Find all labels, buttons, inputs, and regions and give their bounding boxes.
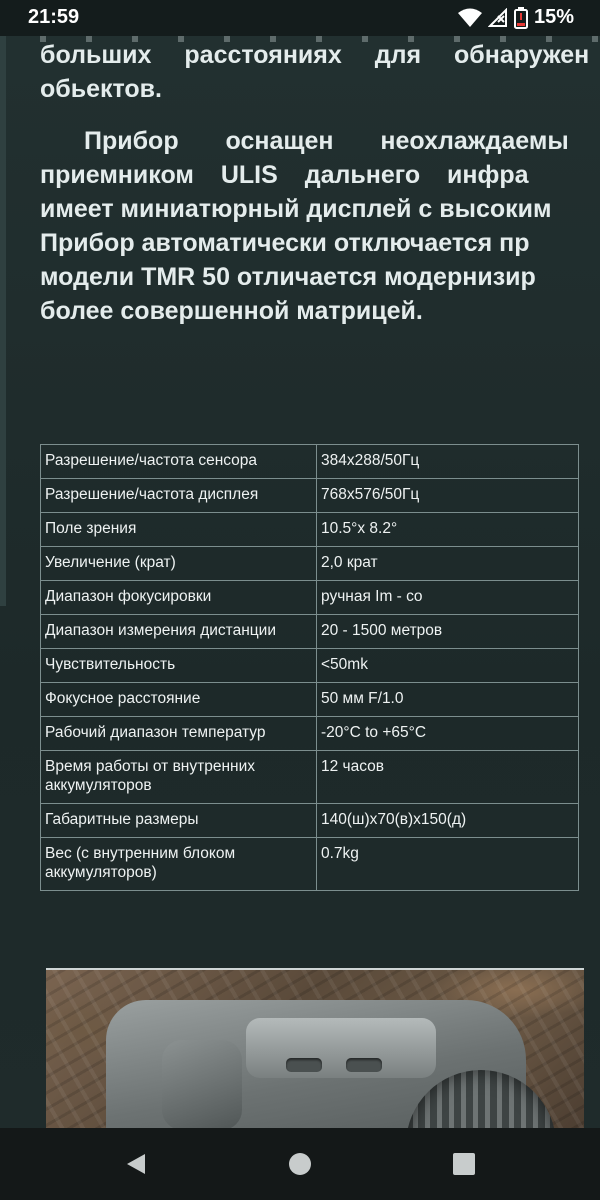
param-cell: Разрешение/частота сенсора xyxy=(41,445,317,479)
home-button[interactable] xyxy=(284,1148,316,1180)
device-button xyxy=(286,1058,322,1072)
paragraph-line: обьектов. xyxy=(40,75,162,103)
table-row xyxy=(41,615,579,649)
table-row xyxy=(41,751,579,804)
value-cell: 140(ш)x70(в)x150(д) xyxy=(317,804,579,838)
paragraph-line: более совершенной матрицей. xyxy=(40,297,423,325)
paragraph-line: имеет миниатюрный дисплей с высоким xyxy=(40,195,552,223)
param-cell: Габаритные размеры xyxy=(41,804,317,838)
value-cell: 12 часов xyxy=(317,751,579,804)
param-cell: Вес (с внутренним блоком аккумуляторов) xyxy=(41,838,317,891)
value-cell: 2,0 крат xyxy=(317,547,579,581)
device-button xyxy=(346,1058,382,1072)
value-cell: ручная Im - co xyxy=(317,581,579,615)
battery-percent: 15% xyxy=(533,6,574,28)
table-row xyxy=(41,445,579,479)
value-cell: 50 мм F/1.0 xyxy=(317,683,579,717)
control-panel xyxy=(246,1018,436,1078)
value-cell: <50mk xyxy=(317,649,579,683)
status-bar xyxy=(0,0,600,36)
paragraph-line: больших расстояниях для обнаружен xyxy=(40,41,590,69)
param-cell: Поле зрения xyxy=(41,513,317,547)
param-cell: Время работы от внутренних аккумуляторов xyxy=(41,751,317,804)
table-row xyxy=(41,838,579,891)
recents-button[interactable] xyxy=(448,1148,480,1180)
product-photo xyxy=(46,968,584,1128)
param-cell: Рабочий диапазон температур xyxy=(41,717,317,751)
back-icon xyxy=(123,1151,149,1177)
value-cell: 0.7kg xyxy=(317,838,579,891)
paragraph-line: Прибор оснащен неохлаждаемы xyxy=(84,127,569,155)
paragraph-line: Прибор автоматически отключается пр xyxy=(40,229,530,257)
wifi-icon xyxy=(458,8,482,28)
page-left-rail xyxy=(0,36,6,606)
table-row xyxy=(41,479,579,513)
recents-icon xyxy=(452,1152,476,1176)
status-time: 21:59 xyxy=(28,6,80,28)
home-icon xyxy=(287,1151,313,1177)
paragraph-line: модели TMR 50 отличается модернизир xyxy=(40,263,536,291)
param-cell: Чувствительность xyxy=(41,649,317,683)
eyepiece xyxy=(162,1040,242,1128)
article-paragraph-1 xyxy=(40,38,600,106)
value-cell: -20°C to +65°C xyxy=(317,717,579,751)
table-row xyxy=(41,513,579,547)
table-row xyxy=(41,581,579,615)
specifications-table xyxy=(40,444,579,891)
paragraph-line: приемником ULIS дальнего инфра xyxy=(40,161,529,189)
param-cell: Фокусное расстояние xyxy=(41,683,317,717)
article-paragraph-2 xyxy=(40,124,600,328)
param-cell: Разрешение/частота дисплея xyxy=(41,479,317,513)
back-button[interactable] xyxy=(120,1148,152,1180)
table-row xyxy=(41,547,579,581)
status-icons xyxy=(458,6,574,29)
table-row xyxy=(41,683,579,717)
table-row xyxy=(41,804,579,838)
param-cell: Диапазон фокусировки xyxy=(41,581,317,615)
web-page-content[interactable] xyxy=(0,36,600,1128)
table-row xyxy=(41,649,579,683)
navigation-bar xyxy=(0,1128,600,1200)
param-cell: Диапазон измерения дистанции xyxy=(41,615,317,649)
value-cell: 20 - 1500 метров xyxy=(317,615,579,649)
value-cell: 10.5°x 8.2° xyxy=(317,513,579,547)
signal-icon xyxy=(488,8,508,28)
value-cell: 768x576/50Гц xyxy=(317,479,579,513)
battery-icon xyxy=(514,7,528,29)
table-row xyxy=(41,717,579,751)
value-cell: 384x288/50Гц xyxy=(317,445,579,479)
param-cell: Увеличение (крат) xyxy=(41,547,317,581)
